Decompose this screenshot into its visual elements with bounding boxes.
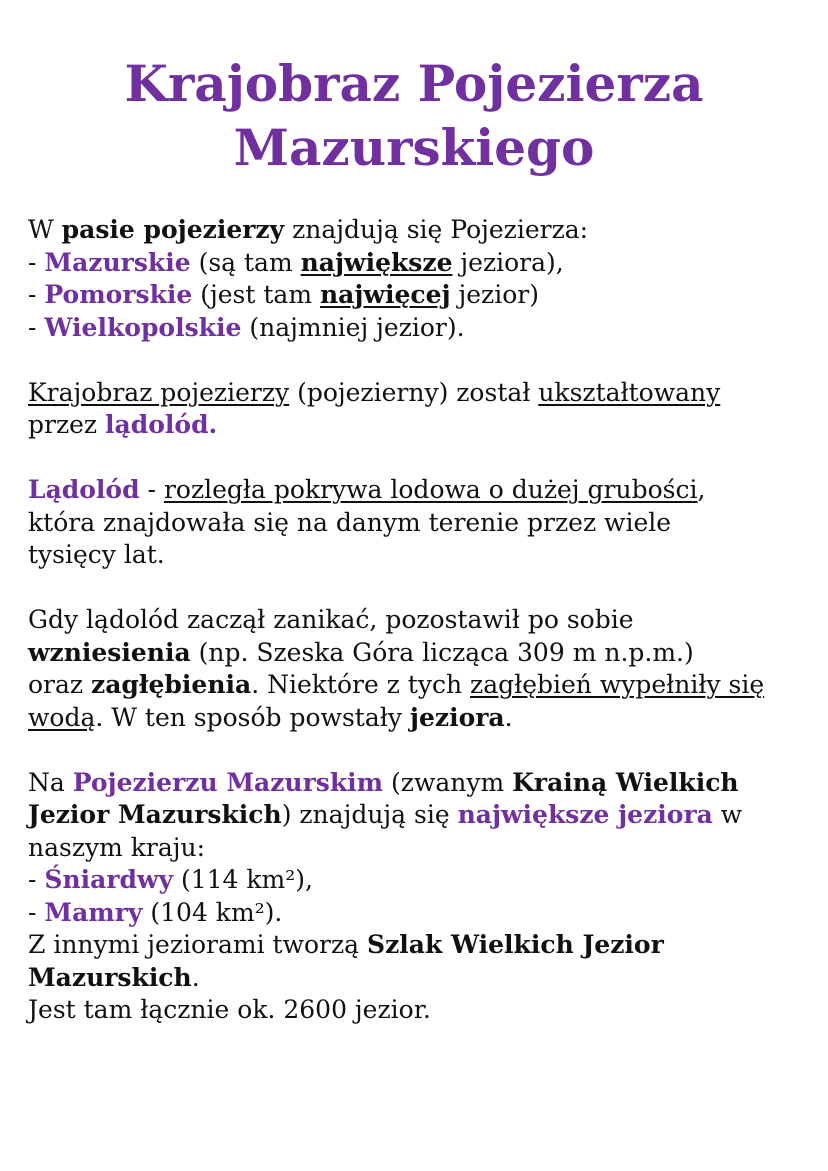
text: . Niektóre z tych	[251, 670, 471, 699]
text-line	[28, 767, 818, 800]
text-line: naszym kraju:	[28, 832, 206, 862]
text-line: Jest tam łącznie ok. 2600 jezior.	[28, 995, 431, 1024]
bold-term: zagłębienia	[91, 670, 252, 699]
text: (pojezierny) został	[289, 377, 539, 407]
paragraph-gap	[28, 734, 818, 767]
text: ,	[697, 475, 706, 504]
list-item	[28, 864, 818, 897]
paragraph-gap	[28, 442, 818, 475]
title-line-1: Krajobraz Pojezierza	[124, 54, 704, 113]
bullet: -	[28, 897, 45, 927]
note-body	[28, 214, 818, 1027]
text: znajdują się Pojezierza:	[284, 215, 589, 244]
text-line	[28, 669, 818, 702]
text: W	[28, 215, 62, 244]
text: ) znajdują się	[281, 800, 458, 829]
bold-term: pasie pojezierzy	[61, 215, 285, 244]
title-line-2: Mazurskiego	[233, 118, 595, 177]
bullet: -	[28, 865, 45, 894]
text: w	[712, 800, 743, 829]
highlight-term: Pomorskie	[44, 280, 193, 309]
text-line	[28, 929, 818, 962]
text: Z innymi jeziorami tworzą	[28, 930, 368, 959]
bold-underlined-term: najwięcej	[320, 280, 451, 309]
text-line	[28, 799, 818, 832]
highlight-term: Śniardwy	[44, 865, 174, 894]
underlined-text: Krajobraz pojezierzy	[28, 377, 290, 407]
bold-term: jeziora	[409, 702, 505, 732]
text-line	[28, 962, 818, 995]
bold-underlined-term: największe	[300, 247, 453, 277]
paragraph-glacier-definition	[28, 474, 818, 572]
text: .	[504, 702, 513, 732]
text: (114 km²),	[173, 865, 313, 894]
paragraph-glacier-retreat	[28, 604, 818, 734]
bold-term: Szlak Wielkich Jezior	[367, 930, 664, 959]
underlined-text: wodą	[28, 702, 96, 732]
text: jeziora),	[452, 247, 564, 277]
bullet: -	[28, 312, 45, 342]
paragraph-gap	[28, 572, 818, 605]
paragraph-lake-districts	[28, 214, 818, 344]
text: (jest tam	[192, 280, 320, 309]
text: jezior)	[450, 280, 539, 309]
highlight-term: lądolód.	[105, 410, 218, 439]
text: Na	[28, 767, 73, 797]
text-line: która znajdowała się na danym terenie przez wiele	[28, 507, 672, 537]
text-line	[28, 702, 818, 735]
highlight-term: największe jeziora	[457, 800, 713, 829]
paragraph-masurian-lakes	[28, 767, 818, 1027]
paragraph-gap	[28, 344, 818, 377]
highlight-term: Lądolód	[28, 475, 140, 504]
bold-term: Krainą Wielkich	[512, 767, 739, 797]
list-item	[28, 247, 818, 280]
text: oraz	[28, 670, 92, 699]
highlight-term: Pojezierzu Mazurskim	[72, 767, 384, 797]
bold-term: Jezior Mazurskich	[28, 800, 282, 829]
list-item	[28, 897, 818, 930]
list-item	[28, 279, 818, 312]
text: (104 km²).	[142, 897, 283, 927]
list-item	[28, 312, 818, 345]
underlined-text: ukształtowany	[538, 377, 721, 407]
text-line	[28, 637, 818, 670]
text: (są tam	[190, 247, 301, 277]
text: .	[191, 962, 200, 992]
text-line	[28, 409, 818, 442]
text: -	[139, 475, 164, 504]
text-line: Gdy lądolód zaczął zanikać, pozostawił po sobie	[28, 605, 634, 634]
text-line	[28, 474, 818, 507]
highlight-term: Mamry	[44, 897, 143, 927]
underlined-text: zagłębień wypełniły się	[470, 670, 765, 699]
highlight-term: Mazurskie	[44, 247, 191, 277]
text: (np. Szeska Góra licząca 309 m n.p.m.)	[190, 637, 694, 667]
bullet: -	[28, 280, 45, 309]
text-line	[28, 214, 818, 247]
text: (zwanym	[383, 767, 513, 797]
text-line: tysięcy lat.	[28, 540, 165, 569]
bold-term: wzniesienia	[28, 637, 191, 667]
text-line	[28, 377, 818, 410]
text: (najmniej jezior).	[241, 312, 465, 342]
highlight-term: Wielkopolskie	[44, 312, 242, 342]
paragraph-landscape	[28, 377, 818, 442]
bold-term: Mazurskich	[28, 962, 192, 992]
text: . W ten sposób powstały	[95, 702, 410, 732]
page-title	[0, 52, 828, 180]
text: przez	[28, 410, 106, 439]
underlined-text: rozległa pokrywa lodowa o dużej grubości	[163, 475, 698, 504]
bullet: -	[28, 247, 45, 277]
